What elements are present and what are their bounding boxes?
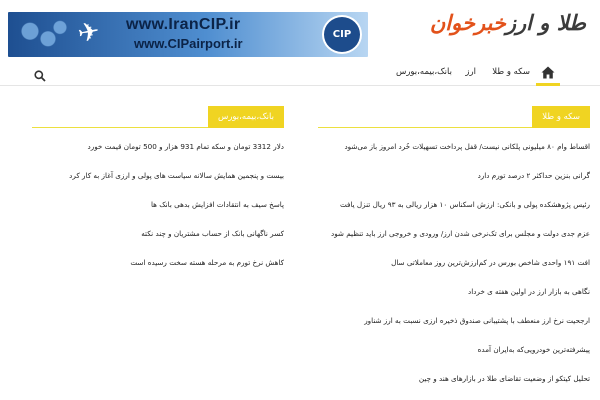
world-map-graphic [12,16,72,54]
news-item-link[interactable]: نگاهی به بازار ارز در اولین هفته ی خرداد [468,287,590,296]
airplane-icon: ✈ [75,16,103,50]
home-icon [541,66,555,79]
logo-text-gold-currency: طلا و ارز [505,10,586,35]
news-item-link[interactable]: پاسخ سیف به انتقادات افزایش بدهی بانک ها [150,200,284,209]
site-header [0,0,600,62]
nav-home-button[interactable] [536,62,560,86]
news-item-link[interactable]: دلار 3312 تومان و سکه تمام 931 هزار و 500 تومان قیمت خورد [87,142,284,151]
column-header [32,106,284,128]
site-logo[interactable] [429,8,586,52]
news-item-link[interactable]: ارجحیت نرخ ارز منعطف با پشتیبانی صندوق ذخیره ارزی نسبت به ارز شناور [364,316,590,325]
column-title[interactable]: بانک،بیمه،بورس [208,106,284,128]
news-item-link[interactable]: پیشرفته‌ترین خودرویی‌که به‌ایران آمده [477,345,590,354]
news-column-bank-insurance-stock [32,106,284,277]
advertisement-banner[interactable] [8,12,368,57]
news-item-link[interactable]: عزم جدی دولت و مجلس برای تک‌نرخی شدن ارز/ ورودی و خروجی ارز باید تنظیم شود [331,229,590,238]
news-item-link[interactable]: کاهش نرخ تورم به مرحله هسته سخت رسیده است [130,258,284,267]
column-title[interactable]: سکه و طلا [532,106,590,128]
news-item-link[interactable]: بیست و پنجمین همایش سالانه سیاست های پولی و ارزی آغاز به کار کرد [69,171,284,180]
banner-url-1: www.IranCIP.ir [126,16,241,33]
banner-url-2: www.CIPairport.ir [134,36,243,51]
cip-seal-logo: CIP [322,15,362,54]
news-item-link[interactable]: تحلیل کیتکو از وضعیت تقاضای طلا در بازارهای هند و چین [418,374,590,383]
site-logo-title [430,10,586,35]
logo-text-newsreader: خبرخوان [429,10,506,35]
news-list [32,132,284,277]
news-item-link[interactable]: رئیس پژوهشکده پولی و بانکی: ارزش اسکناس ۱۰ هزار ریالی به ۹۳ ریال تنزل یافت [339,200,590,209]
search-button[interactable] [34,67,48,81]
nav-item-coin-gold[interactable]: سکه و طلا [492,67,530,77]
news-item-link[interactable]: گرانی بنزین حداکثر ۲ درصد تورم دارد [477,171,590,180]
news-item-link[interactable]: افت ۱۹۱ واحدی شاخص بورس در کم‌ارزش‌ترین روز معاملاتی سال [391,258,590,267]
news-item-link[interactable]: کسر ناگهانی بانک از حساب مشتریان و چند نکته [141,229,284,238]
main-navigation [0,62,600,86]
news-item-link[interactable]: اقساط وام ۸۰ میلیونی پلکانی نیست/ قفل پرداخت تسهیلات خُرد امروز باز می‌شود [344,142,590,151]
news-column-coin-gold [318,106,590,393]
news-list [318,132,590,393]
nav-item-currency[interactable]: ارز [465,67,476,77]
nav-item-bank-insurance-stock[interactable]: بانک،بیمه،بورس [395,67,452,77]
search-icon [34,70,46,82]
column-header [318,106,590,128]
